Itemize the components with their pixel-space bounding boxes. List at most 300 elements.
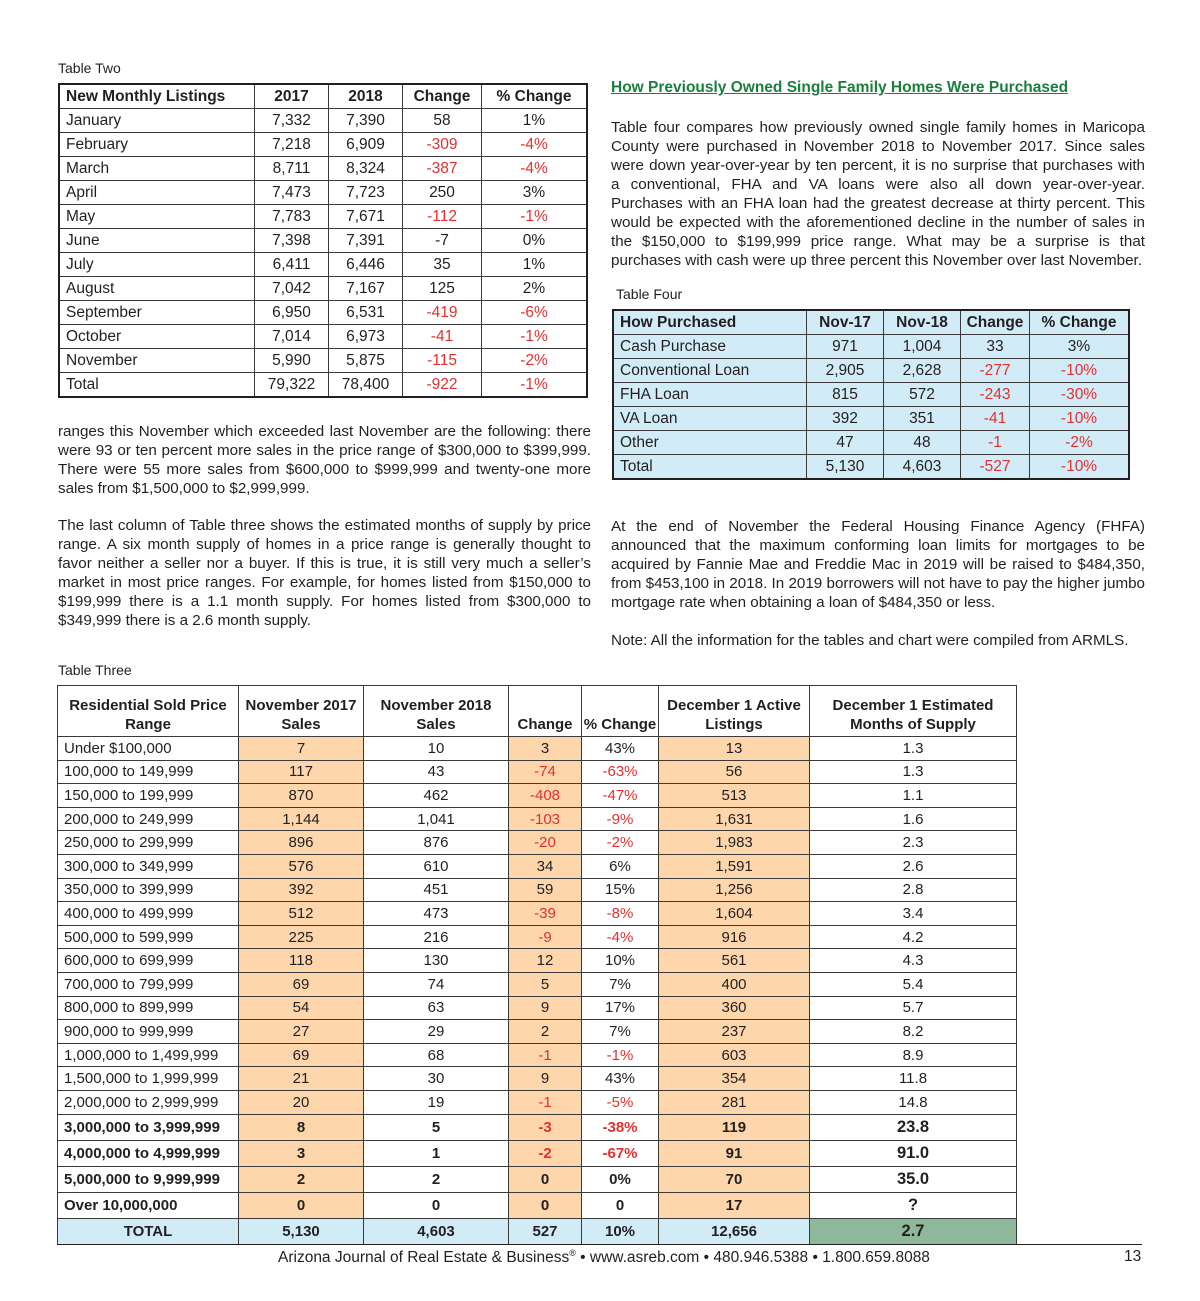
price-range-cell: 500,000 to 599,999 — [58, 925, 239, 949]
pct-change-cell: -10% — [1030, 455, 1130, 480]
change-cell: -1 — [509, 1090, 582, 1114]
table-two-header: New Monthly Listings — [59, 84, 255, 109]
total-pct-change-cell: 10% — [582, 1218, 659, 1244]
value-2018-cell: 5,875 — [329, 349, 403, 373]
change-cell: -112 — [403, 205, 482, 229]
table-two-header: % Change — [482, 84, 588, 109]
pct-change-cell: 7% — [582, 972, 659, 996]
pct-change-cell: -63% — [582, 760, 659, 784]
month-cell: October — [59, 325, 255, 349]
table-row — [613, 359, 1129, 383]
table-row — [58, 1067, 1017, 1091]
price-range-cell: Under $100,000 — [58, 737, 239, 761]
active-listings-cell: 91 — [659, 1140, 810, 1166]
month-cell: June — [59, 229, 255, 253]
change-cell: -9 — [509, 925, 582, 949]
months-supply-cell: 4.3 — [810, 949, 1017, 973]
active-listings-cell: 1,631 — [659, 807, 810, 831]
sales-2018-cell: 10 — [364, 737, 509, 761]
table-three-header: % Change — [582, 686, 659, 737]
change-cell: -20 — [509, 831, 582, 855]
month-cell: April — [59, 181, 255, 205]
pct-change-cell: 10% — [582, 949, 659, 973]
pct-change-cell: 15% — [582, 878, 659, 902]
purchase-type-cell: Total — [613, 455, 807, 480]
pct-change-cell: -4% — [482, 157, 588, 181]
change-cell: 33 — [961, 335, 1030, 359]
sales-2017-cell: 117 — [239, 760, 364, 784]
active-listings-cell: 119 — [659, 1114, 810, 1140]
table-row — [59, 205, 587, 229]
nov17-cell: 2,905 — [807, 359, 884, 383]
pct-change-cell: -1% — [582, 1043, 659, 1067]
active-listings-cell: 1,256 — [659, 878, 810, 902]
table-two-header: 2017 — [255, 84, 329, 109]
purchase-type-cell: FHA Loan — [613, 383, 807, 407]
month-cell: November — [59, 349, 255, 373]
change-cell: -387 — [403, 157, 482, 181]
value-2017-cell: 7,218 — [255, 133, 329, 157]
sales-2017-cell: 576 — [239, 854, 364, 878]
table-row — [613, 407, 1129, 431]
pct-change-cell: -8% — [582, 902, 659, 926]
table-four-header: Nov-17 — [807, 310, 884, 335]
pct-change-cell: 3% — [1030, 335, 1130, 359]
sales-2018-cell: 2 — [364, 1166, 509, 1192]
section-heading-link[interactable]: How Previously Owned Single Family Homes Were Purchased — [611, 79, 1069, 96]
change-cell: 59 — [509, 878, 582, 902]
table-three-header: Residential Sold Price Range — [58, 686, 239, 737]
active-listings-cell: 1,983 — [659, 831, 810, 855]
value-2018-cell: 78,400 — [329, 373, 403, 398]
table-four — [612, 309, 1130, 480]
value-2017-cell: 5,990 — [255, 349, 329, 373]
months-supply-cell: 35.0 — [810, 1166, 1017, 1192]
active-listings-cell: 916 — [659, 925, 810, 949]
total-sales-2018-cell: 4,603 — [364, 1218, 509, 1244]
value-2017-cell: 7,783 — [255, 205, 329, 229]
value-2018-cell: 8,324 — [329, 157, 403, 181]
price-range-cell: Over 10,000,000 — [58, 1192, 239, 1218]
table-two-header: 2018 — [329, 84, 403, 109]
change-cell: 9 — [509, 996, 582, 1020]
table-three-header: November 2017 Sales — [239, 686, 364, 737]
price-range-cell: 3,000,000 to 3,999,999 — [58, 1114, 239, 1140]
change-cell: 250 — [403, 181, 482, 205]
value-2017-cell: 6,950 — [255, 301, 329, 325]
price-range-cell: 300,000 to 349,999 — [58, 854, 239, 878]
pct-change-cell: -1% — [482, 205, 588, 229]
table-row — [58, 996, 1017, 1020]
table-row — [58, 1114, 1017, 1140]
table-row — [59, 373, 587, 398]
month-cell: January — [59, 109, 255, 133]
table-row — [58, 878, 1017, 902]
table-two-caption: Table Two — [58, 60, 121, 76]
active-listings-cell: 1,604 — [659, 902, 810, 926]
sales-2018-cell: 1,041 — [364, 807, 509, 831]
left-paragraph-2: The last column of Table three shows the estimated months of supply by price range. A six month supply of homes in a price range is generally thought to favor neither a seller nor a buyer. If this is true, it is still very much a seller’s market in most price ranges. For example, for homes listed from $150,000 to $199,999 there is a 1.1 month supply. For homes listed from $300,000 to $349,999 there is a 2.6 month supply. — [58, 517, 591, 629]
nov17-cell: 815 — [807, 383, 884, 407]
value-2018-cell: 6,446 — [329, 253, 403, 277]
note: Note: All the information for the tables and chart were compiled from ARMLS. — [611, 632, 1129, 649]
pct-change-cell: -1% — [482, 325, 588, 349]
change-cell: 58 — [403, 109, 482, 133]
change-cell: -1 — [961, 431, 1030, 455]
sales-2017-cell: 2 — [239, 1166, 364, 1192]
table-two-header: Change — [403, 84, 482, 109]
table-row — [613, 455, 1129, 480]
sales-2017-cell: 392 — [239, 878, 364, 902]
price-range-cell: 2,000,000 to 2,999,999 — [58, 1090, 239, 1114]
months-supply-cell: 2.3 — [810, 831, 1017, 855]
value-2018-cell: 6,973 — [329, 325, 403, 349]
change-cell: -103 — [509, 807, 582, 831]
table-four-header: % Change — [1030, 310, 1130, 335]
pct-change-cell: -2% — [482, 349, 588, 373]
table-row — [58, 1166, 1017, 1192]
change-cell: -7 — [403, 229, 482, 253]
page-number: 13 — [1124, 1248, 1142, 1265]
table-row — [58, 902, 1017, 926]
pct-change-cell: 1% — [482, 109, 588, 133]
sales-2018-cell: 63 — [364, 996, 509, 1020]
active-listings-cell: 561 — [659, 949, 810, 973]
change-cell: -408 — [509, 784, 582, 808]
sales-2017-cell: 0 — [239, 1192, 364, 1218]
total-label-cell: TOTAL — [58, 1218, 239, 1244]
pct-change-cell: -30% — [1030, 383, 1130, 407]
footer-publication: Arizona Journal of Real Estate & Business — [278, 1249, 570, 1267]
table-four-header: Change — [961, 310, 1030, 335]
sales-2018-cell: 130 — [364, 949, 509, 973]
active-listings-cell: 400 — [659, 972, 810, 996]
month-cell: May — [59, 205, 255, 229]
price-range-cell: 100,000 to 149,999 — [58, 760, 239, 784]
table-row — [58, 1043, 1017, 1067]
change-cell: -74 — [509, 760, 582, 784]
nov18-cell: 48 — [884, 431, 961, 455]
sales-2018-cell: 610 — [364, 854, 509, 878]
purchase-type-cell: VA Loan — [613, 407, 807, 431]
table-row — [59, 157, 587, 181]
table-row — [59, 349, 587, 373]
nov17-cell: 5,130 — [807, 455, 884, 480]
price-range-cell: 700,000 to 799,999 — [58, 972, 239, 996]
months-supply-cell: 2.6 — [810, 854, 1017, 878]
sales-2018-cell: 876 — [364, 831, 509, 855]
table-row — [613, 335, 1129, 359]
nov17-cell: 47 — [807, 431, 884, 455]
value-2018-cell: 6,909 — [329, 133, 403, 157]
table-row — [58, 831, 1017, 855]
pct-change-cell: -47% — [582, 784, 659, 808]
table-row — [59, 253, 587, 277]
sales-2017-cell: 870 — [239, 784, 364, 808]
pct-change-cell: 43% — [582, 737, 659, 761]
change-cell: 0 — [509, 1166, 582, 1192]
table-row — [58, 737, 1017, 761]
nov18-cell: 572 — [884, 383, 961, 407]
table-row — [613, 431, 1129, 455]
price-range-cell: 1,000,000 to 1,499,999 — [58, 1043, 239, 1067]
months-supply-cell: 8.2 — [810, 1020, 1017, 1044]
value-2017-cell: 7,473 — [255, 181, 329, 205]
months-supply-cell: 91.0 — [810, 1140, 1017, 1166]
value-2018-cell: 6,531 — [329, 301, 403, 325]
months-supply-cell: 4.2 — [810, 925, 1017, 949]
months-supply-cell: 11.8 — [810, 1067, 1017, 1091]
change-cell: -922 — [403, 373, 482, 398]
sales-2018-cell: 68 — [364, 1043, 509, 1067]
table-three-header: November 2018 Sales — [364, 686, 509, 737]
nov18-cell: 2,628 — [884, 359, 961, 383]
total-sales-2017-cell: 5,130 — [239, 1218, 364, 1244]
pct-change-cell: 17% — [582, 996, 659, 1020]
months-supply-cell: 3.4 — [810, 902, 1017, 926]
active-listings-cell: 56 — [659, 760, 810, 784]
table-three-header: December 1 Active Listings — [659, 686, 810, 737]
price-range-cell: 150,000 to 199,999 — [58, 784, 239, 808]
change-cell: 2 — [509, 1020, 582, 1044]
pct-change-cell: -67% — [582, 1140, 659, 1166]
pct-change-cell: -4% — [582, 925, 659, 949]
sales-2017-cell: 69 — [239, 972, 364, 996]
change-cell: -39 — [509, 902, 582, 926]
sales-2017-cell: 27 — [239, 1020, 364, 1044]
value-2017-cell: 79,322 — [255, 373, 329, 398]
month-cell: September — [59, 301, 255, 325]
sales-2018-cell: 0 — [364, 1192, 509, 1218]
footer-rule — [57, 1244, 1142, 1245]
active-listings-cell: 1,591 — [659, 854, 810, 878]
table-row — [58, 925, 1017, 949]
table-row — [59, 133, 587, 157]
change-cell: 34 — [509, 854, 582, 878]
pct-change-cell: -4% — [482, 133, 588, 157]
change-cell: -41 — [961, 407, 1030, 431]
change-cell: -2 — [509, 1140, 582, 1166]
change-cell: -115 — [403, 349, 482, 373]
active-listings-cell: 360 — [659, 996, 810, 1020]
sales-2018-cell: 216 — [364, 925, 509, 949]
months-supply-cell: 1.6 — [810, 807, 1017, 831]
table-four-header: Nov-18 — [884, 310, 961, 335]
value-2018-cell: 7,671 — [329, 205, 403, 229]
pct-change-cell: 1% — [482, 253, 588, 277]
price-range-cell: 4,000,000 to 4,999,999 — [58, 1140, 239, 1166]
active-listings-cell: 70 — [659, 1166, 810, 1192]
table-three-header: December 1 Estimated Months of Supply — [810, 686, 1017, 737]
pct-change-cell: 7% — [582, 1020, 659, 1044]
table-three-header: Change — [509, 686, 582, 737]
change-cell: 125 — [403, 277, 482, 301]
change-cell: -243 — [961, 383, 1030, 407]
sales-2017-cell: 1,144 — [239, 807, 364, 831]
active-listings-cell: 354 — [659, 1067, 810, 1091]
nov18-cell: 4,603 — [884, 455, 961, 480]
month-cell: July — [59, 253, 255, 277]
nov17-cell: 971 — [807, 335, 884, 359]
registered-mark: ® — [569, 1248, 576, 1258]
month-cell: Total — [59, 373, 255, 398]
table-row — [58, 854, 1017, 878]
price-range-cell: 400,000 to 499,999 — [58, 902, 239, 926]
table-three — [57, 685, 1017, 1245]
nov17-cell: 392 — [807, 407, 884, 431]
table-row — [58, 807, 1017, 831]
value-2018-cell: 7,391 — [329, 229, 403, 253]
pct-change-cell: -1% — [482, 373, 588, 398]
months-supply-cell: 1.1 — [810, 784, 1017, 808]
table-row — [58, 949, 1017, 973]
sales-2017-cell: 3 — [239, 1140, 364, 1166]
price-range-cell: 250,000 to 299,999 — [58, 831, 239, 855]
change-cell: 5 — [509, 972, 582, 996]
table-two — [58, 83, 588, 398]
change-cell: -419 — [403, 301, 482, 325]
value-2018-cell: 7,390 — [329, 109, 403, 133]
pct-change-cell: 43% — [582, 1067, 659, 1091]
pct-change-cell: 3% — [482, 181, 588, 205]
active-listings-cell: 603 — [659, 1043, 810, 1067]
table-three-caption: Table Three — [58, 662, 132, 678]
table-row — [58, 1090, 1017, 1114]
pct-change-cell: -2% — [582, 831, 659, 855]
value-2017-cell: 7,042 — [255, 277, 329, 301]
pct-change-cell: -2% — [1030, 431, 1130, 455]
months-supply-cell: 14.8 — [810, 1090, 1017, 1114]
change-cell: -1 — [509, 1043, 582, 1067]
price-range-cell: 200,000 to 249,999 — [58, 807, 239, 831]
nov18-cell: 1,004 — [884, 335, 961, 359]
left-paragraph-1: ranges this November which exceeded last November are the following: there were 93 or ten percent more sales in the price range of $300,000 to $399,999. There were 55 more sales from $600,000 to $999,999 and twenty-one more sales from $1,500,000 to $2,999,999. — [58, 423, 591, 497]
pct-change-cell: -10% — [1030, 407, 1130, 431]
total-supply-cell: 2.7 — [810, 1218, 1017, 1244]
pct-change-cell: 6% — [582, 854, 659, 878]
price-range-cell: 800,000 to 899,999 — [58, 996, 239, 1020]
sales-2018-cell: 74 — [364, 972, 509, 996]
table-row — [58, 760, 1017, 784]
change-cell: -309 — [403, 133, 482, 157]
change-cell: -527 — [961, 455, 1030, 480]
change-cell: 35 — [403, 253, 482, 277]
sales-2017-cell: 896 — [239, 831, 364, 855]
sales-2018-cell: 5 — [364, 1114, 509, 1140]
pct-change-cell: -6% — [482, 301, 588, 325]
price-range-cell: 900,000 to 999,999 — [58, 1020, 239, 1044]
sales-2018-cell: 43 — [364, 760, 509, 784]
active-listings-cell: 17 — [659, 1192, 810, 1218]
table-row — [59, 301, 587, 325]
value-2018-cell: 7,723 — [329, 181, 403, 205]
table-row — [58, 1140, 1017, 1166]
months-supply-cell: 1.3 — [810, 737, 1017, 761]
footer-contact: • www.asreb.com • 480.946.5388 • 1.800.659.8088 — [575, 1249, 930, 1267]
months-supply-cell: 23.8 — [810, 1114, 1017, 1140]
table-row — [58, 784, 1017, 808]
active-listings-cell: 13 — [659, 737, 810, 761]
purchase-type-cell: Other — [613, 431, 807, 455]
sales-2017-cell: 21 — [239, 1067, 364, 1091]
sales-2018-cell: 473 — [364, 902, 509, 926]
pct-change-cell: -10% — [1030, 359, 1130, 383]
nov18-cell: 351 — [884, 407, 961, 431]
active-listings-cell: 237 — [659, 1020, 810, 1044]
pct-change-cell: -38% — [582, 1114, 659, 1140]
months-supply-cell: 5.4 — [810, 972, 1017, 996]
months-supply-cell: 5.7 — [810, 996, 1017, 1020]
total-row — [58, 1218, 1017, 1244]
sales-2017-cell: 54 — [239, 996, 364, 1020]
purchase-type-cell: Cash Purchase — [613, 335, 807, 359]
months-supply-cell: 2.8 — [810, 878, 1017, 902]
change-cell: 12 — [509, 949, 582, 973]
right-paragraph-1: Table four compares how previously owned single family homes in Maricopa County were purchased in November 2018 to November 2017. Since sales were down year-over-year by ten percent, it is no surprise that purchases with a conventional, FHA and VA loans were also all down year-over-year. Purchases with an FHA loan had the greatest decrease at thirty percent. This would be expected with the aforementioned decline in the number of sales in the $150,000 to $199,999 price range. What may be a surprise is that purchases with cash were up three percent this November over last November. — [611, 119, 1145, 269]
value-2017-cell: 6,411 — [255, 253, 329, 277]
value-2017-cell: 8,711 — [255, 157, 329, 181]
sales-2017-cell: 7 — [239, 737, 364, 761]
month-cell: August — [59, 277, 255, 301]
sales-2018-cell: 451 — [364, 878, 509, 902]
sales-2017-cell: 118 — [239, 949, 364, 973]
value-2017-cell: 7,332 — [255, 109, 329, 133]
active-listings-cell: 281 — [659, 1090, 810, 1114]
table-row — [58, 1020, 1017, 1044]
change-cell: -41 — [403, 325, 482, 349]
active-listings-cell: 513 — [659, 784, 810, 808]
sales-2018-cell: 462 — [364, 784, 509, 808]
price-range-cell: 350,000 to 399,999 — [58, 878, 239, 902]
right-paragraph-2: At the end of November the Federal Housing Finance Agency (FHFA) announced that the maximum conforming loan limits for mortgages to be acquired by Fannie Mae and Freddie Mac in 2019 will be raised to $484,350, from $453,100 in 2018. In 2019 borrowers will not have to pay the higher jumbo mortgage rate when obtaining a loan of $484,350 or less. — [611, 518, 1145, 611]
change-cell: 9 — [509, 1067, 582, 1091]
value-2018-cell: 7,167 — [329, 277, 403, 301]
months-supply-cell: 8.9 — [810, 1043, 1017, 1067]
table-row — [59, 109, 587, 133]
sales-2017-cell: 20 — [239, 1090, 364, 1114]
table-row — [59, 181, 587, 205]
pct-change-cell: 0% — [482, 229, 588, 253]
pct-change-cell: 0 — [582, 1192, 659, 1218]
value-2017-cell: 7,398 — [255, 229, 329, 253]
months-supply-cell: 1.3 — [810, 760, 1017, 784]
total-change-cell: 527 — [509, 1218, 582, 1244]
month-cell: February — [59, 133, 255, 157]
sales-2017-cell: 512 — [239, 902, 364, 926]
footer-text — [278, 1248, 930, 1267]
price-range-cell: 600,000 to 699,999 — [58, 949, 239, 973]
change-cell: 0 — [509, 1192, 582, 1218]
table-row — [59, 229, 587, 253]
pct-change-cell: 2% — [482, 277, 588, 301]
change-cell: 3 — [509, 737, 582, 761]
table-row — [59, 277, 587, 301]
table-four-caption: Table Four — [616, 286, 683, 302]
sales-2018-cell: 19 — [364, 1090, 509, 1114]
change-cell: -3 — [509, 1114, 582, 1140]
price-range-cell: 1,500,000 to 1,999,999 — [58, 1067, 239, 1091]
sales-2018-cell: 30 — [364, 1067, 509, 1091]
table-four-header: How Purchased — [613, 310, 807, 335]
purchase-type-cell: Conventional Loan — [613, 359, 807, 383]
table-row — [59, 325, 587, 349]
table-row — [58, 1192, 1017, 1218]
pct-change-cell: -9% — [582, 807, 659, 831]
sales-2017-cell: 225 — [239, 925, 364, 949]
pct-change-cell: -5% — [582, 1090, 659, 1114]
table-row — [613, 383, 1129, 407]
sales-2017-cell: 69 — [239, 1043, 364, 1067]
